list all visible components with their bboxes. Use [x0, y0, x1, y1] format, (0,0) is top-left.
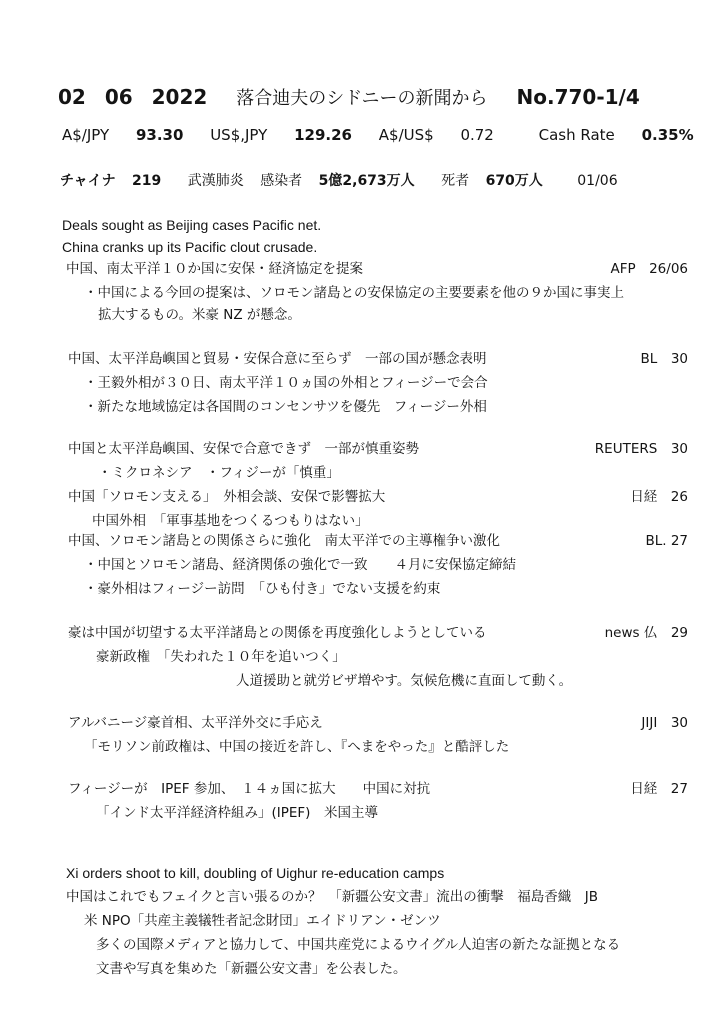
- headline-en-23: Xi orders shoot to kill, doubling of Uighur re-education camps: [66, 865, 445, 881]
- rate-aud-usd-label: A$/US$: [378, 126, 434, 144]
- covid-country-label: チャイナ: [60, 173, 116, 189]
- cash-rate-value: 0.35%: [641, 126, 694, 144]
- subline-20: 「モリソン前政権は、中国の接近を許し、『へまをやった』と酷評した: [84, 739, 510, 755]
- bullet-15: ・豪外相はフィージー訪問 「ひも付き」でない支援を約束: [84, 581, 441, 597]
- header-line: [58, 85, 640, 109]
- bullet-7: ・王毅外相が３０日、南太平洋１０ヵ国の外相とフィージーで会合: [84, 375, 488, 391]
- rate-aud-jpy-label: A$/JPY: [62, 126, 110, 144]
- source-13: BL. 27: [645, 533, 688, 549]
- source-19: JIJI 30: [641, 715, 688, 731]
- bullet-5: 拡大するもの。米豪 NZ が懸念。: [98, 307, 301, 323]
- rate-aud-jpy-value: 93.30: [135, 126, 184, 144]
- rate-usd-jpy-value: 129.26: [294, 126, 352, 144]
- bullet-4: ・中国による今回の提案は、ソロモン諸島との安保協定の主要要素を他の９か国に事実上: [84, 285, 624, 301]
- covid-infected-value: 5億2,673万人: [318, 173, 415, 189]
- bullet-14: ・中国とソロモン諸島、経済関係の強化で一致 ４月に安保協定締結: [84, 557, 516, 573]
- covid-count: 219: [132, 173, 162, 189]
- covid-date: 01/06: [577, 173, 618, 189]
- headline-ja-19: アルバニージ豪首相、太平洋外交に手応え: [68, 715, 323, 731]
- header-date-month: 02: [58, 85, 86, 109]
- subline-22: 「インド太平洋経済枠組み」(IPEF) 米国主導: [96, 805, 378, 821]
- headline-ja-24: 中国はこれでもフェイクと言い張るのか？ 「新疆公安文書」流出の衝撃 福島香織 JB: [66, 889, 599, 905]
- headline-ja-21: フィージーが IPEF 参加、 １４ヵ国に拡大 中国に対抗: [68, 781, 431, 797]
- subline-25: 米 NPO「共産主義犠牲者記念財団」エイドリアン・ゼンツ: [84, 913, 441, 929]
- headline-ja-11: 中国「ソロモン支える」 外相会談、安保で影響拡大: [68, 489, 386, 505]
- source-11: 日経 26: [630, 489, 688, 505]
- subline-17: 豪新政権 「失われた１０年を追いつく」: [96, 649, 346, 665]
- rate-aud-usd-value: 0.72: [460, 126, 494, 144]
- source-9: REUTERS 30: [594, 441, 688, 457]
- header-date-year: 2022: [151, 85, 208, 109]
- covid-deaths-label: 死者: [441, 173, 470, 189]
- headline-ja-3: 中国、南太平洋１０か国に安保・経済協定を提案: [66, 261, 363, 277]
- header-date-day: 06: [104, 85, 133, 109]
- subline-18: 人道援助と就労ビザ増やす。気候危機に直面して動く。: [236, 673, 573, 689]
- headline-ja-9: 中国と太平洋島嶼国、安保で合意できず 一部が慎重姿勢: [68, 441, 419, 457]
- cash-rate-label: Cash Rate: [538, 126, 615, 144]
- subline-12: 中国外相 「軍事基地をつくるつもりはない」: [92, 513, 369, 529]
- header-title: 落合迪夫のシドニーの新聞から: [236, 88, 488, 109]
- source-6: BL 30: [640, 351, 688, 367]
- bullet-10: ・ミクロネシア ・フィジーが「慎重」: [98, 465, 340, 481]
- source-16: news 仏 29: [604, 625, 688, 641]
- headline-en-1: Deals sought as Beijing cases Pacific net.: [62, 217, 322, 233]
- subline-26: 多くの国際メディアと協力して、中国共産党によるウイグル人迫害の新たな証拠となる: [96, 937, 621, 953]
- bullet-8: ・新たな地域協定は各国間のコンセンサツを優先 フィージー外相: [84, 399, 487, 415]
- covid-deaths-value: 670万人: [485, 173, 543, 189]
- headline-en-2: China cranks up its Pacific clout crusade.: [62, 239, 318, 255]
- rate-usd-jpy-label: US$,JPY: [210, 126, 268, 144]
- source-21: 日経 27: [630, 781, 688, 797]
- header-issue-number: No.770-1/4: [516, 85, 640, 109]
- subline-27: 文書や写真を集めた「新疆公安文書」を公表した。: [96, 961, 407, 977]
- headline-ja-13: 中国、ソロモン諸島との関係さらに強化 南太平洋での主導権争い激化: [68, 533, 500, 549]
- covid-disease-label: 武漢肺炎: [187, 173, 244, 189]
- covid-infected-label: 感染者: [260, 173, 303, 189]
- headline-ja-6: 中国、太平洋島嶼国と貿易・安保合意に至らず 一部の国が懸念表明: [68, 351, 487, 367]
- headline-ja-16: 豪は中国が切望する太平洋諸島との関係を再度強化しようとしている: [68, 625, 487, 641]
- exchange-rates-line: [62, 126, 694, 144]
- covid-stats-line: [60, 172, 618, 190]
- source-3: AFP 26/06: [610, 261, 688, 277]
